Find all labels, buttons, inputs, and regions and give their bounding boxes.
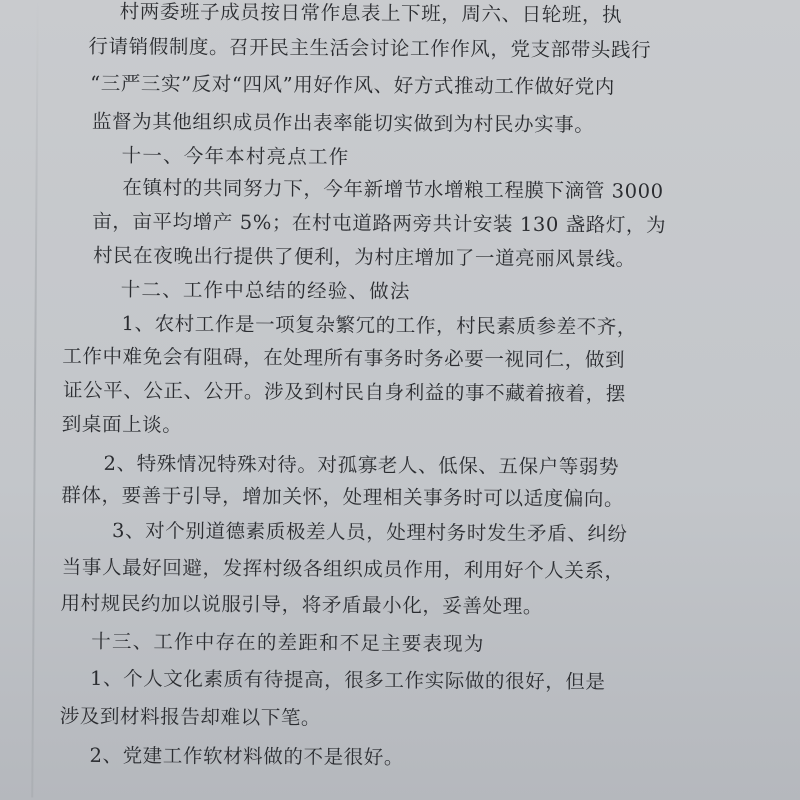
text-line-18: 用村规民约加以说服引导，将矛盾最小化，妥善处理。 [60, 591, 544, 619]
text-line-12: 证公平、公正、公开。涉及到村民自身利益的事不藏着掖着，摆 [62, 378, 626, 406]
text-line-1: 村两委班子成员按日常作息表上下班，周六、日轮班，执 [119, 0, 623, 27]
text-line-3: “三严三实”反对“四风”用好作风、好方式推动工作做好党内 [90, 71, 615, 99]
text-line-21: 涉及到材料报告却难以下笔。 [59, 704, 322, 730]
text-line-20: 1、个人文化素质有待提高，很多工作实际做的很好，但是 [89, 666, 606, 694]
section-heading-11: 十一、今年本村亮点工作 [121, 144, 350, 169]
section-heading-12: 十二、工作中总结的经验、做法 [120, 278, 411, 304]
text-line-4: 监督为其他组织成员作出表率能切实做到为村民办实事。 [91, 109, 595, 137]
text-line-6: 在镇村的共同努力下，今年新增节水增粮工程膜下滴管 3000 [122, 176, 664, 203]
text-line-14: 2、特殊情况特殊对待。对孤寡老人、低保、五保户等弱势 [103, 451, 620, 479]
text-line-13: 到桌面上谈。 [61, 412, 183, 437]
text-line-7: 亩，亩平均增产 5%；在村屯道路两旁共计安装 130 盏路灯，为 [92, 209, 667, 237]
text-line-16: 3、对个别道德素质极差人员，处理村务时发生矛盾、纠纷 [112, 518, 628, 546]
section-heading-13: 十三、工作中存在的差距和不足主要表现为 [91, 629, 485, 656]
text-line-11: 工作中难免会有阻碍，在处理所有事务时务必要一视同仁，做到 [62, 344, 626, 372]
text-line-8: 村民在夜晚出行提供了便利，为村庄增加了一道亮丽风景线。 [92, 243, 636, 271]
text-line-22: 2、党建工作软材料做的不是很好。 [89, 743, 405, 770]
text-line-17: 当事人最好回避，发挥村级各组织成员作用，利用好个人关系， [61, 555, 625, 583]
text-line-15: 群体，要善于引导，增加关怀，处理相关事务时可以适度偏向。 [61, 483, 625, 511]
text-line-10: 1、农村工作是一项复杂繁冗的工作，村民素质参差不齐， [121, 312, 638, 339]
paper-edge [31, 0, 39, 797]
text-line-2: 行请销假制度。召开民主生活会讨论工作作风，党支部带头践行 [88, 34, 652, 62]
